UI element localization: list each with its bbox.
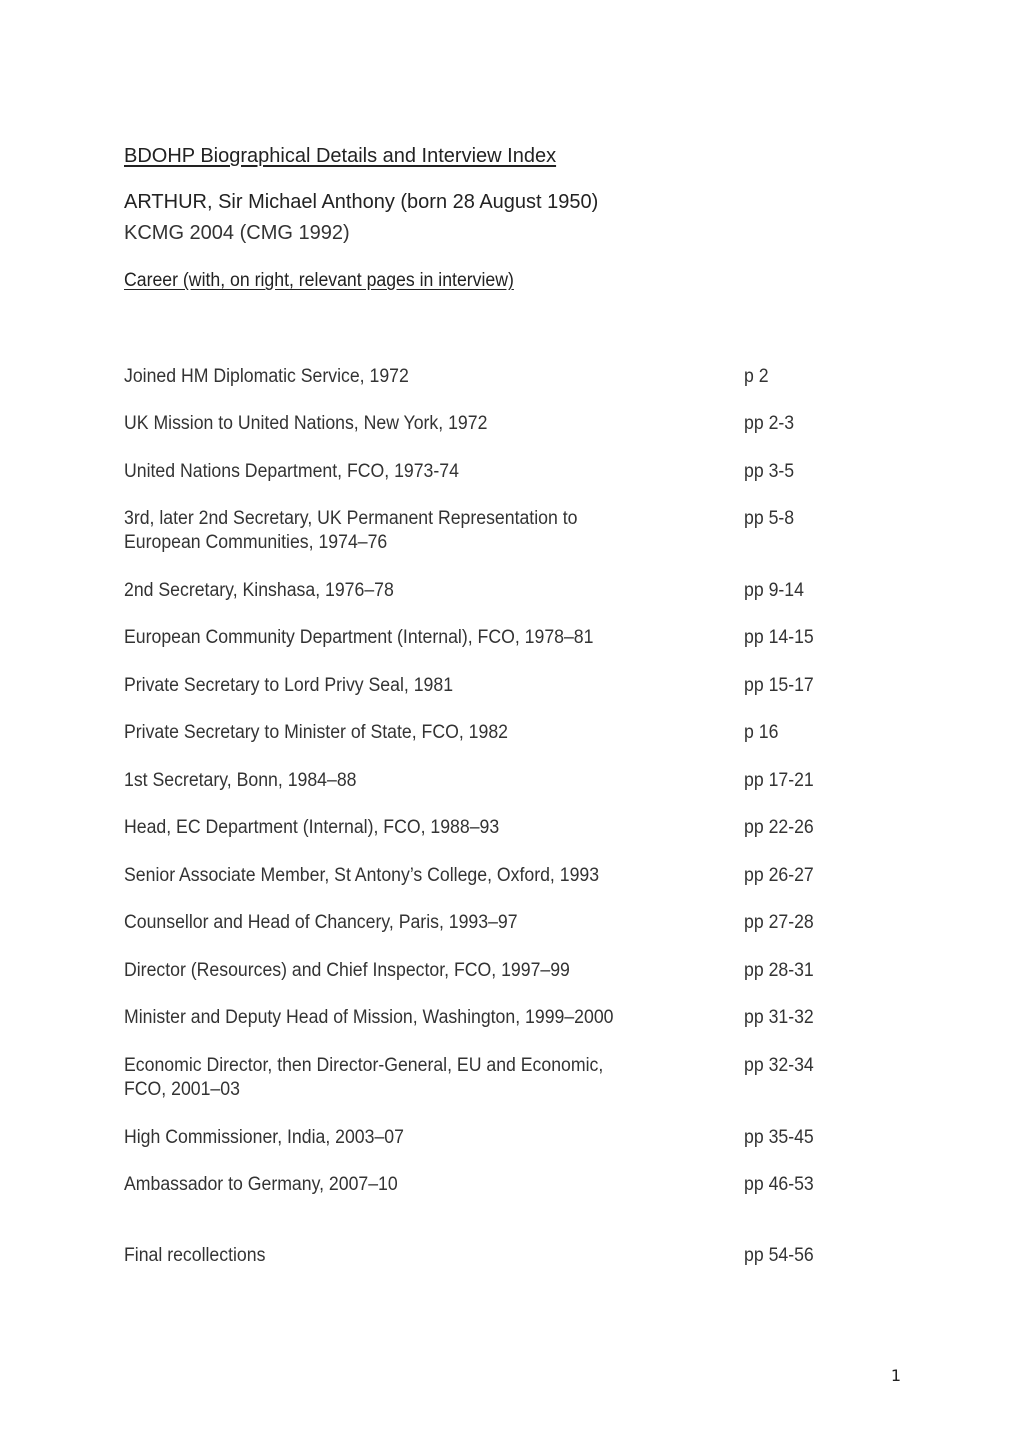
career-item-pages: p 16 xyxy=(744,722,779,743)
career-item-pages: pp 17-21 xyxy=(744,770,814,791)
career-item-description: Private Secretary to Minister of State, FCO, 1982 xyxy=(124,722,508,743)
career-item-description: Director (Resources) and Chief Inspector, FCO, 1997–99 xyxy=(124,960,570,981)
career-item-pages: pp 46-53 xyxy=(744,1174,814,1195)
career-item-pages: pp 26-27 xyxy=(744,865,814,886)
career-item-pages: pp 9-14 xyxy=(744,580,804,601)
career-item-pages: pp 15-17 xyxy=(744,675,814,696)
career-item-pages: pp 22-26 xyxy=(744,817,814,838)
career-item-description: Counsellor and Head of Chancery, Paris, 1993–97 xyxy=(124,912,518,933)
document-title: BDOHP Biographical Details and Interview Index xyxy=(124,145,557,167)
career-item-description: Economic Director, then Director-General, EU and Economic, FCO, 2001–03 xyxy=(124,1055,604,1100)
career-item-description: Joined HM Diplomatic Service, 1972 xyxy=(124,366,409,387)
career-heading: Career (with, on right, relevant pages in interview) xyxy=(124,270,514,291)
subject-name-line: ARTHUR, Sir Michael Anthony (born 28 August 1950) xyxy=(124,191,599,213)
career-item-pages: pp 32-34 xyxy=(744,1055,814,1076)
career-item-pages: pp 28-31 xyxy=(744,960,814,981)
career-item-description: Senior Associate Member, St Antony’s College, Oxford, 1993 xyxy=(124,865,600,886)
career-item-pages: pp 35-45 xyxy=(744,1127,814,1148)
career-item-description: UK Mission to United Nations, New York, 1972 xyxy=(124,413,488,434)
career-item-pages: pp 31-32 xyxy=(744,1007,814,1028)
career-item-description: Ambassador to Germany, 2007–10 xyxy=(124,1174,398,1195)
career-item-description: Final recollections xyxy=(124,1245,266,1266)
career-item-pages: pp 2-3 xyxy=(744,413,795,434)
career-item-pages: pp 5-8 xyxy=(744,508,795,529)
career-item-description: High Commissioner, India, 2003–07 xyxy=(124,1127,404,1148)
career-item-description: 3rd, later 2nd Secretary, UK Permanent Representation to European Communities, 1974–76 xyxy=(124,508,578,553)
career-item-pages: pp 14-15 xyxy=(744,627,814,648)
career-item-description: Minister and Deputy Head of Mission, Washington, 1999–2000 xyxy=(124,1007,614,1028)
career-item-description: Private Secretary to Lord Privy Seal, 1981 xyxy=(124,675,454,696)
career-item-pages: pp 3-5 xyxy=(744,461,795,482)
career-item-description: 2nd Secretary, Kinshasa, 1976–78 xyxy=(124,580,394,601)
career-item-pages: pp 27-28 xyxy=(744,912,814,933)
career-item-pages: p 2 xyxy=(744,366,769,387)
career-item-description: 1st Secretary, Bonn, 1984–88 xyxy=(124,770,357,791)
career-item-description: United Nations Department, FCO, 1973-74 xyxy=(124,461,459,482)
page-number: 1 xyxy=(890,1366,902,1385)
subject-honours-line: KCMG 2004 (CMG 1992) xyxy=(124,222,350,244)
career-item-description: Head, EC Department (Internal), FCO, 1988–93 xyxy=(124,817,500,838)
career-item-description: European Community Department (Internal), FCO, 1978–81 xyxy=(124,627,594,648)
career-item-pages: pp 54-56 xyxy=(744,1245,814,1266)
